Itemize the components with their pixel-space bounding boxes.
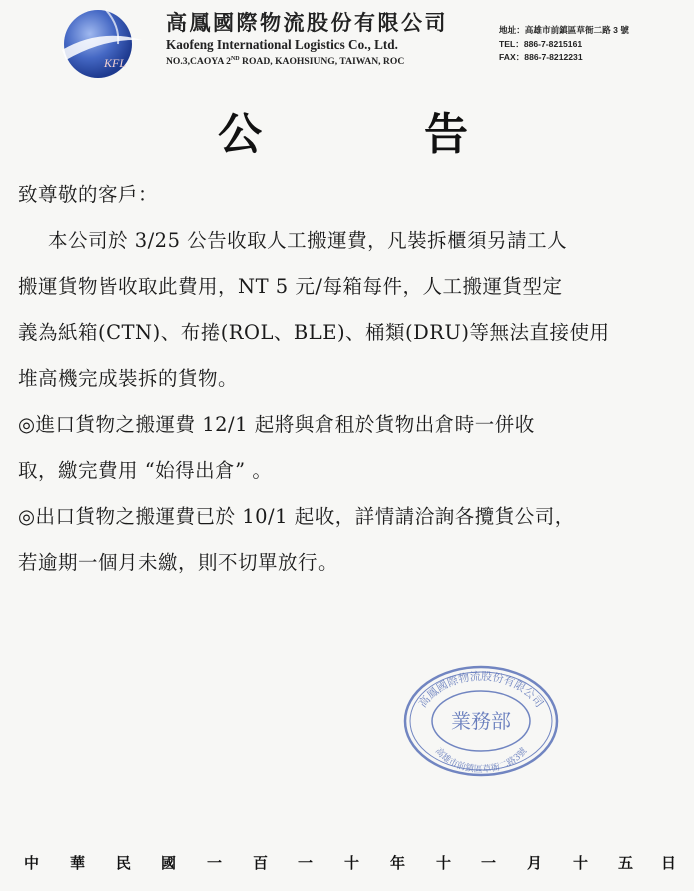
body-line: ◎出口貨物之搬運費已於 10/1 起收，詳情請洽詢各攬貨公司， — [18, 505, 575, 528]
date-char: 國 — [161, 854, 177, 872]
title-char: 告 — [424, 109, 468, 160]
notice-body — [18, 172, 682, 586]
company-names — [166, 10, 448, 68]
logo-text: KFL — [104, 56, 127, 70]
title-char: 公 — [218, 109, 262, 160]
contact-info — [499, 24, 629, 65]
stamp-ring-bottom: 高雄市前鎮區草衙二路3號 — [432, 746, 530, 776]
date-char: 民 — [116, 854, 132, 872]
date-char: 五 — [618, 854, 634, 872]
body-line: 本公司於 3/25 公告收取人工搬運費，凡裝拆櫃須另請工人 — [48, 229, 568, 252]
date-char: 十 — [436, 854, 452, 872]
date-char: 月 — [527, 854, 543, 872]
date-char: 年 — [390, 854, 406, 872]
date-char: 中 — [24, 854, 40, 872]
body-line: 取，繳完費用 “始得出倉” 。 — [18, 459, 273, 482]
fax: FAX：886-7-8212231 — [499, 52, 583, 62]
date-char: 十 — [344, 854, 360, 872]
address-zh: 地址：高雄市前鎮區草衙二路 3 號 — [499, 25, 629, 35]
date-line — [0, 852, 694, 882]
date-char: 一 — [207, 854, 223, 872]
date-char: 十 — [573, 854, 589, 872]
date-char: 一 — [298, 854, 314, 872]
date-char: 一 — [481, 854, 497, 872]
stamp-center: 業務部 — [451, 709, 511, 733]
stamp-ring-top: 高鳳國際物流股份有限公司 — [416, 669, 546, 710]
body-line: 搬運貨物皆收取此費用，NT 5 元/每箱每件，人工搬運貨型定 — [18, 275, 563, 298]
body-line: 堆高機完成裝拆的貨物。 — [18, 367, 239, 390]
svg-text:高鳳國際物流股份有限公司 — [415, 669, 546, 710]
date-char: 百 — [253, 854, 269, 872]
company-logo-icon — [60, 4, 144, 84]
company-seal-stamp — [402, 664, 560, 778]
company-name-zh: 高鳳國際物流股份有限公司 — [166, 10, 448, 35]
salutation: 致尊敬的客戶： — [18, 183, 159, 206]
telephone: TEL：886-7-8215161 — [499, 38, 583, 49]
body-line: 若逾期一個月未繳，則不切單放行。 — [18, 551, 339, 574]
company-address-en: NO.3,CAOYA 2ND ROAD, KAOHSIUNG, TAIWAN, ROC — [166, 56, 405, 68]
date-char: 日 — [661, 854, 677, 872]
body-line: ◎進口貨物之搬運費 12/1 起將與倉租於貨物出倉時一併收 — [18, 413, 535, 436]
date-char: 華 — [70, 854, 86, 872]
company-name-en: Kaofeng International Logistics Co., Ltd. — [166, 37, 398, 52]
notice-title — [0, 98, 694, 158]
body-line: 義為紙箱(CTN)、布捲(ROL、BLE)、桶類(DRU)等無法直接使用 — [18, 321, 610, 344]
letterhead — [60, 4, 690, 84]
